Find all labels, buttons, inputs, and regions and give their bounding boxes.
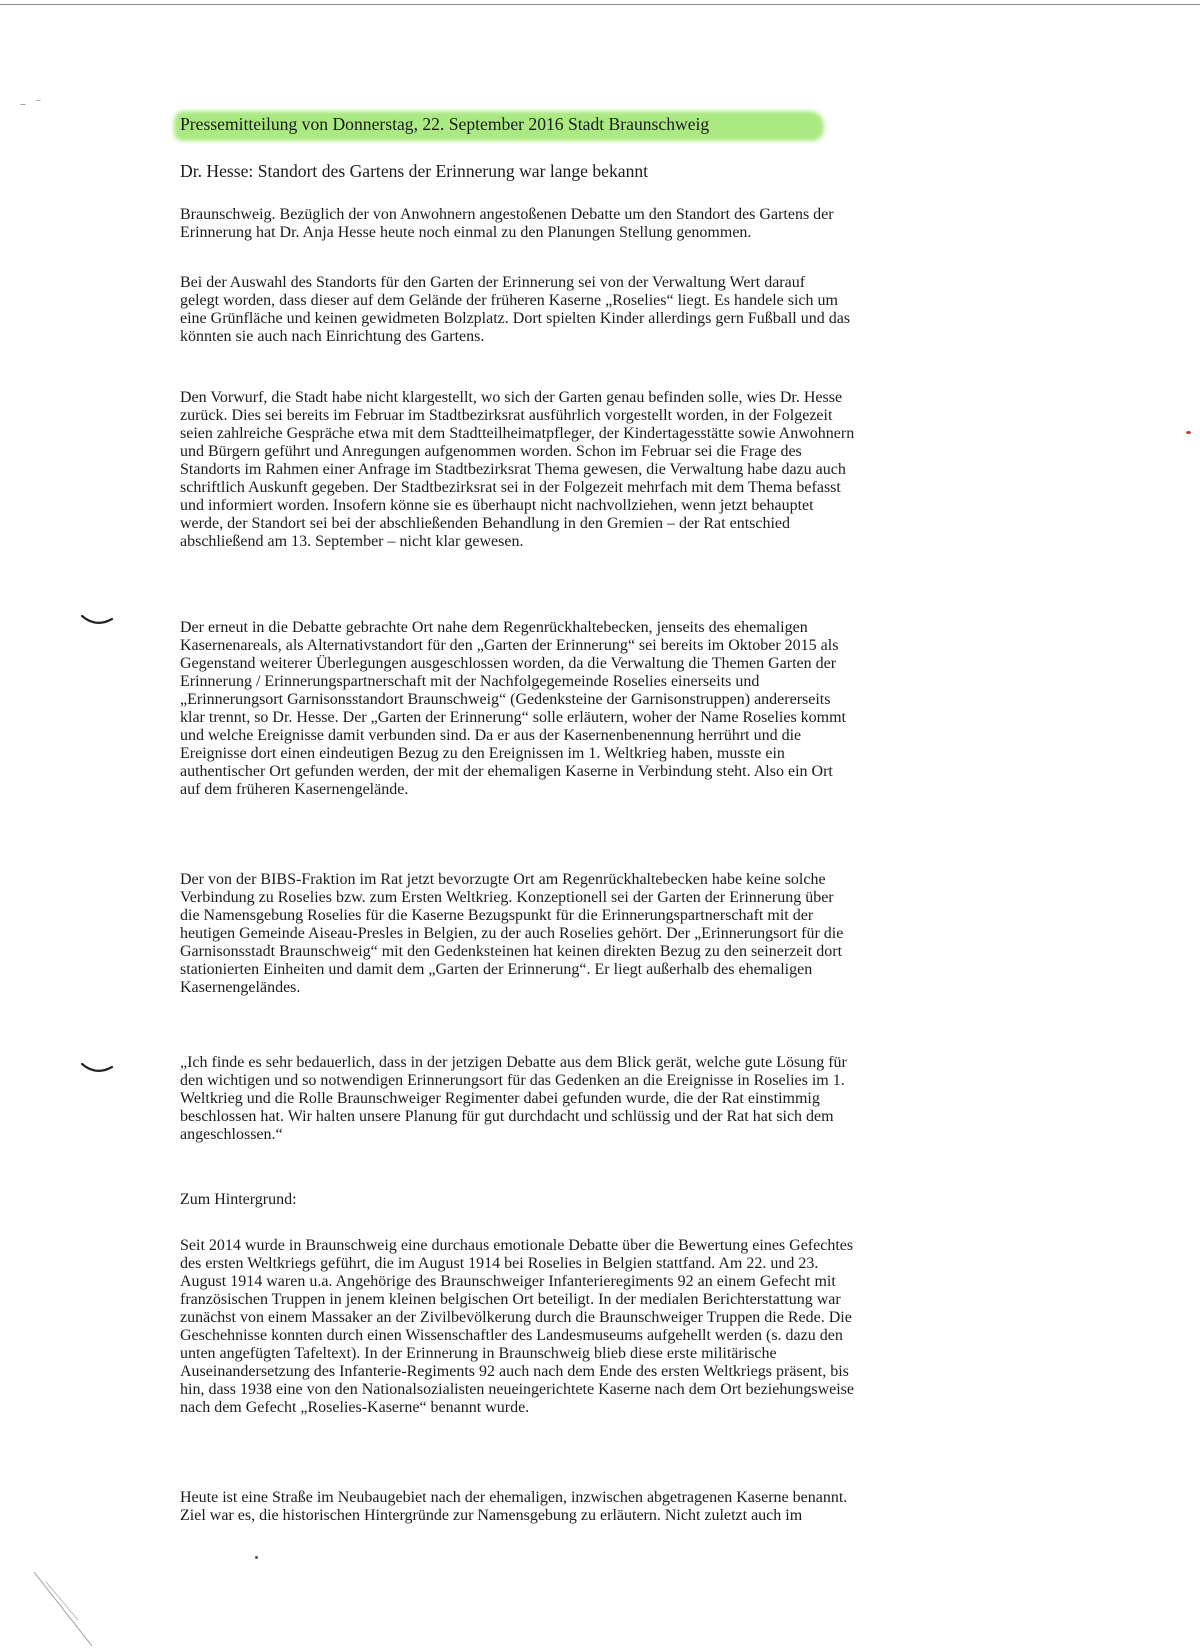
paragraph-zitat (180, 1054, 847, 1144)
text-line: Standorts im Rahmen einer Anfrage im Stadtbezirksrat Thema gewesen, die Verwaltung habe dazu auch (180, 461, 846, 478)
paragraph-intro (180, 206, 834, 242)
paragraph-heute (180, 1489, 847, 1525)
scan-speck (1186, 431, 1191, 434)
text-line: auf dem früheren Kasernengelände. (180, 781, 409, 798)
punch-hole-mark (80, 612, 116, 630)
text-line: angeschlossen.“ (180, 1126, 283, 1143)
text-line: „Ich finde es sehr bedauerlich, dass in der jetzigen Debatte aus dem Blick gerät, welche gute Lösung für (180, 1054, 847, 1071)
scan-speck (20, 104, 26, 105)
text-line: Zum Hintergrund: (180, 1191, 297, 1208)
text-line: Der von der BIBS-Fraktion im Rat jetzt bevorzugte Ort am Regenrückhaltebecken habe keine solche (180, 871, 826, 888)
text-line: „Erinnerungsort Garnisonsstandort Braunschweig“ (Gedenksteine der Garnisonstruppen) andererseits (180, 691, 831, 708)
text-line: Kasernengeländes. (180, 979, 301, 996)
section-heading-hintergrund (180, 1191, 297, 1209)
text-line: hin, dass 1938 eine von den Nationalsozialisten neueingerichtete Kaserne nach dem Ort beziehungsweise (180, 1381, 854, 1398)
text-line: Der erneut in die Debatte gebrachte Ort nahe dem Regenrückhaltebecken, jenseits des ehemaligen (180, 619, 808, 636)
scan-edge-line (0, 4, 1200, 5)
text-line: werde, der Standort sei bei der abschließenden Behandlung in den Gremien – der Rat entschied (180, 515, 791, 532)
paragraph-bibs-fraktion (180, 871, 843, 997)
text-line: Seit 2014 wurde in Braunschweig eine durchaus emotionale Debatte über die Bewertung eines Gefechtes (180, 1237, 854, 1254)
scan-speck (36, 100, 41, 101)
scan-speck (255, 1556, 258, 1559)
text-line: klar trennt, so Dr. Hesse. Der „Garten der Erinnerung“ solle erläutern, woher der Name Roselies kommt (180, 709, 846, 726)
text-line: Braunschweig. Bezüglich der von Anwohnern angestoßenen Debatte um den Standort des Gartens der (180, 206, 834, 223)
text-line: Bei der Auswahl des Standorts für den Garten der Erinnerung sei von der Verwaltung Wert darauf (180, 274, 806, 291)
text-line: Den Vorwurf, die Stadt habe nicht klargestellt, wo sich der Garten genau befinden solle, wies Dr. Hesse (180, 389, 843, 406)
text-line: den wichtigen und so notwendigen Erinnerungsort für das Gedenken an die Ereignisse in Roselies im 1. (180, 1072, 845, 1089)
text-line: unten angefügten Tafeltext). In der Erinnerung in Braunschweig blieb diese erste militärische (180, 1345, 777, 1362)
text-line: zunächst von einem Massaker an der Zivilbevölkerung durch die Braunschweiger Truppen die Rede. Die (180, 1309, 852, 1326)
text-line: Erinnerung / Erinnerungspartnerschaft mit der Nachfolgegemeinde Roselies einerseits und (180, 673, 760, 690)
text-line: Weltkrieg und die Rolle Braunschweiger Regimenter dabei gefunden wurde, die der Rat einstimmig (180, 1090, 820, 1107)
text-line: Heute ist eine Straße im Neubaugebiet nach der ehemaligen, inzwischen abgetragenen Kaserne benannt. (180, 1489, 848, 1506)
text-line: Erinnerung hat Dr. Anja Hesse heute noch einmal zu den Planungen Stellung genommen. (180, 224, 752, 241)
paragraph-vorwurf (180, 389, 854, 551)
text-line: beschlossen hat. Wir halten unsere Planung für gut durchdacht und schlüssig und der Rat hat sich dem (180, 1108, 834, 1125)
text-line: französischen Truppen in jenem kleinen belgischen Ort beteiligt. In der medialen Berichterstattung war (180, 1291, 841, 1308)
text-line: schriftlich Auskunft gegeben. Der Stadtbezirksrat sei in der Folgezeit mehrfach mit dem Thema befasst (180, 479, 841, 496)
paragraph-alternativstandort (180, 619, 846, 799)
text-line: abschließend am 13. September – nicht klar gewesen. (180, 533, 524, 550)
text-line: Ereignisse dort einen eindeutigen Bezug zu den Ereignissen im 1. Weltkrieg haben, musste ein (180, 745, 785, 762)
text-line: Geschehnisse konnten durch einen Wissenschaftler des Landesmuseums aufgehellt werden (s. dazu den (180, 1327, 843, 1344)
text-line: stationierten Einheiten und damit dem „Garten der Erinnerung“. Er liegt außerhalb des ehemaligen (180, 961, 813, 978)
page-title: Pressemitteilung von Donnerstag, 22. September 2016 Stadt Braunschweig (180, 114, 710, 134)
paragraph-standort-auswahl (180, 274, 850, 346)
page-subtitle: Dr. Hesse: Standort des Gartens der Erinnerung war lange bekannt (180, 161, 649, 181)
text-line: und Bürgern geführt und Anregungen aufgenommen worden. Schon im Februar sei die Frage des (180, 443, 802, 460)
text-line: die Namensgebung Roselies für die Kaserne Bezugspunkt für die Erinnerungspartnerschaft mit der (180, 907, 814, 924)
text-line: und welche Ereignisse damit verbunden sind. Da er aus der Kasernenbenennung herrührt und die (180, 727, 802, 744)
text-line: seien zahlreiche Gespräche etwa mit dem Stadtteilheimatpfleger, der Kindertagesstätte sowie Anwohnern (180, 425, 855, 442)
text-line: nach dem Gefecht „Roselies-Kaserne“ benannt wurde. (180, 1399, 530, 1416)
text-line: Garnisonsstadt Braunschweig“ mit den Gedenksteinen hat keinen direkten Bezug zu den seinerzeit dort (180, 943, 843, 960)
text-line: gelegt worden, dass dieser auf dem Gelände der früheren Kaserne „Roselies“ liegt. Es handele sich um (180, 292, 838, 309)
text-line: August 1914 waren u.a. Angehörige des Braunschweiger Infanterieregiments 92 an einem Gefecht mit (180, 1273, 836, 1290)
paragraph-hintergrund (180, 1237, 854, 1417)
text-line: Ziel war es, die historischen Hintergründe zur Namensgebung zu erläutern. Nicht zuletzt auch im (180, 1507, 803, 1524)
text-line: und informiert worden. Insofern könne sie es überhaupt nicht nachvollziehen, wenn jetzt behauptet (180, 497, 814, 514)
text-line: Auseinandersetzung des Infanterie-Regiments 92 auch nach dem Ende des ersten Weltkriegs präsent, bis (180, 1363, 849, 1380)
text-line: zurück. Dies sei bereits im Februar im Stadtbezirksrat ausführlich vorgestellt worden, in der Folgezeit (180, 407, 833, 424)
text-line: Verbindung zu Roselies bzw. zum Ersten Weltkrieg. Konzeptionell sei der Garten der Erinnerung über (180, 889, 834, 906)
text-line: authentischer Ort gefunden werden, der mit der ehemaligen Kaserne in Verbindung steht. Also ein Ort (180, 763, 833, 780)
text-line: Kasernenareals, als Alternativstandort für den „Garten der Erinnerung“ sei bereits im Oktober 2015 als (180, 637, 839, 654)
text-line: Gegenstand weiterer Überlegungen ausgeschlossen worden, da die Verwaltung die Themen Garten der (180, 655, 837, 672)
punch-hole-mark (80, 1060, 116, 1078)
text-line: heutigen Gemeinde Aiseau-Presles in Belgien, zu der auch Roselies gehört. Der „Erinnerungsort für die (180, 925, 844, 942)
text-line: eine Grünfläche und keinen gewidmeten Bolzplatz. Dort spielten Kinder allerdings gern Fußball und das (180, 310, 851, 327)
text-line: könnten sie auch nach Einrichtung des Gartens. (180, 328, 485, 345)
scan-corner-stroke (30, 1570, 100, 1650)
text-line: des ersten Weltkriegs geführt, die im August 1914 bei Roselies in Belgien stattfand. Am 22. und 23. (180, 1255, 819, 1272)
